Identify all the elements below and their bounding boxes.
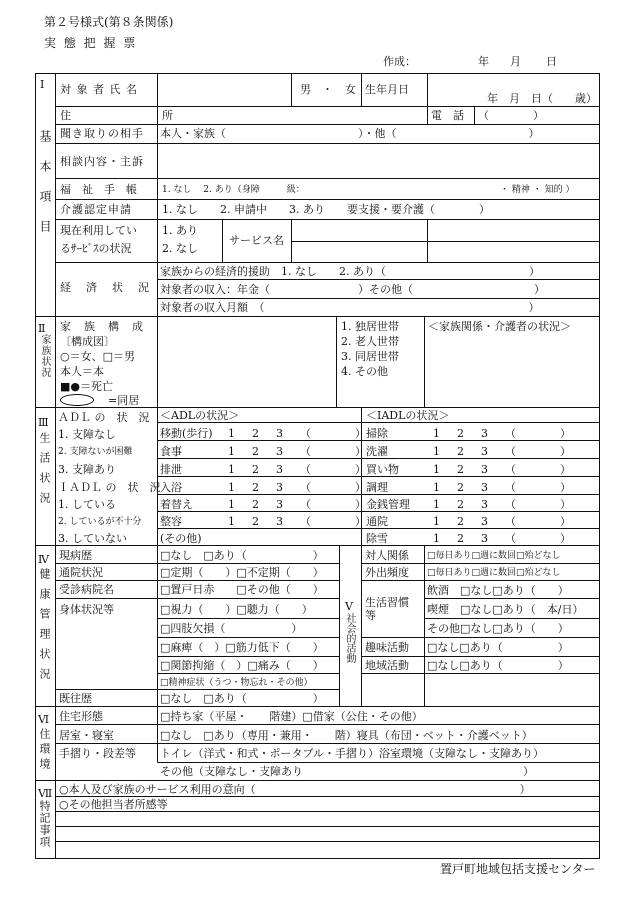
- welfare-value[interactable]: 1. なし 2. あり（身障 級：: [162, 185, 305, 195]
- adl-other[interactable]: (その他): [160, 532, 202, 545]
- created-year: 年: [478, 55, 489, 68]
- section-4-num: Ⅳ: [38, 553, 49, 566]
- hobby-label: 趣味活動: [365, 641, 409, 654]
- adl-item: 整容: [160, 515, 182, 528]
- body-options-1[interactable]: □視力（ ）□聴力（ ）: [160, 603, 313, 616]
- sex-female[interactable]: 女: [345, 83, 356, 96]
- section-4-name: 健康管理状況: [38, 568, 51, 688]
- hospital-label: 受診病院名: [59, 583, 114, 596]
- created-month: 月: [510, 55, 521, 68]
- relations-label: 対人関係: [365, 549, 409, 562]
- adl-item: 着替え: [160, 498, 193, 511]
- iadl-scale[interactable]: 1 2 3: [433, 481, 491, 494]
- household-4[interactable]: 4. その他: [341, 365, 388, 378]
- adl-note[interactable]: （ ）: [300, 498, 366, 511]
- section-3-num: Ⅲ: [38, 416, 49, 429]
- adl-scale[interactable]: 1 2 3: [228, 498, 286, 511]
- housing-other-options[interactable]: その他（支障なし・支障あり ）: [160, 765, 534, 778]
- cohabit-ellipse-icon: [60, 394, 94, 406]
- service-opt-yes[interactable]: 1. あり: [162, 224, 198, 237]
- body-options-2[interactable]: □四肢欠損（ ）: [160, 622, 303, 635]
- section-3-name: 生活状況: [38, 432, 51, 512]
- address-label: 住 所: [60, 109, 179, 122]
- room-options[interactable]: □なし □あり（専用・兼用・ 階）寝具（布団・ベット・介護ベット）: [160, 729, 533, 742]
- section-6-name: 住環境: [38, 728, 51, 773]
- adl-note[interactable]: （ ）: [300, 463, 366, 476]
- service-label-2: るｻｰﾋﾞｽの状況: [60, 242, 132, 255]
- body-options-4[interactable]: □関節拘縮（ ）□痛み（ ）: [160, 659, 324, 672]
- community-label: 地域活動: [365, 659, 409, 672]
- interviewee-label: 聞き取りの相手: [60, 127, 144, 140]
- created-day: 日: [546, 55, 557, 68]
- economy-label: 経 済 状 況: [60, 281, 151, 294]
- adl-note[interactable]: （ ）: [300, 445, 366, 458]
- family-label: 家 族 構 成: [60, 320, 144, 333]
- adl-scale[interactable]: 1 2 3: [228, 463, 286, 476]
- iadl-scale[interactable]: 1 2 3: [433, 515, 491, 528]
- welfare-value-2[interactable]: ・ 精神 ・ 知的 ）: [500, 185, 575, 195]
- iadl-note[interactable]: （ ）: [505, 532, 571, 545]
- section-5-name: 社会的活動: [344, 613, 355, 663]
- created-label: 作成：: [383, 55, 416, 68]
- visit-label: 通院状況: [59, 566, 103, 579]
- family-legend-3: ■●＝死亡: [60, 380, 113, 393]
- adl-item: 食事: [160, 445, 182, 458]
- adl-item: 入浴: [160, 481, 182, 494]
- adl-note[interactable]: （ ）: [300, 481, 366, 494]
- visit-options[interactable]: □定期（ ）□不定期（ ）: [160, 566, 324, 579]
- body-options-3[interactable]: □麻痺（ ）□筋力低下（ ）: [160, 641, 324, 654]
- dob-value[interactable]: 年 月 日（ 歳）: [487, 92, 597, 105]
- iadl-note[interactable]: （ ）: [505, 463, 571, 476]
- past-options[interactable]: □なし □あり（ ）: [160, 692, 324, 705]
- service-opt-no[interactable]: 2. なし: [162, 242, 198, 255]
- welfare-label: 福 祉 手 帳: [60, 183, 137, 196]
- iadl-note[interactable]: （ ）: [505, 445, 571, 458]
- name-label: 対 象 者 氏 名: [60, 83, 138, 96]
- section-7-num: Ⅶ: [38, 787, 53, 800]
- adl-opt-3[interactable]: 3. 支障あり: [58, 463, 116, 476]
- drink-options[interactable]: 飲酒 □なし□あり（ ）: [427, 584, 569, 597]
- housing-type-options[interactable]: □持ち家（平屋・ 階建）□借家（公住・その他）: [160, 710, 423, 723]
- iadl-opt-3[interactable]: 3. していない: [58, 532, 127, 545]
- address-field[interactable]: [160, 108, 424, 123]
- service-intent[interactable]: ○本人及び家族のサービス利用の意向（ ）: [59, 783, 531, 796]
- iadl-scale[interactable]: 1 2 3: [433, 498, 491, 511]
- adl-item: 排泄: [160, 463, 182, 476]
- family-legend-2: 本人＝本: [60, 365, 104, 378]
- housing-type-label: 住宅形態: [59, 710, 103, 723]
- iadl-item: 除雪: [366, 532, 388, 545]
- consult-field[interactable]: [160, 146, 596, 176]
- adl-scale[interactable]: 1 2 3: [228, 427, 286, 440]
- adl-label: ＡＤＬ の 状 況: [58, 411, 150, 424]
- adl-note[interactable]: （ ）: [300, 427, 366, 440]
- hobby-options[interactable]: □なし□あり（ ）: [427, 641, 569, 654]
- iadl-scale[interactable]: 1 2 3: [433, 463, 491, 476]
- adl-item: 移動(歩行): [160, 427, 213, 440]
- iadl-item: 通院: [366, 515, 388, 528]
- section-1-num: Ⅰ: [40, 78, 45, 91]
- form-number: 第２号様式(第８条関係): [44, 15, 174, 29]
- footer-org: 置戸町地域包括支援センター: [440, 862, 596, 876]
- adl-scale[interactable]: 1 2 3: [228, 481, 286, 494]
- community-options[interactable]: □なし□あり（ ）: [427, 659, 569, 672]
- family-legend-4: =同居: [108, 394, 140, 407]
- other-habit-options[interactable]: その他□なし□あり（ ）: [427, 622, 569, 635]
- household-3[interactable]: 3. 同居世帯: [341, 350, 399, 363]
- service-label-1: 現在利用してい: [60, 224, 137, 237]
- iadl-scale[interactable]: 1 2 3: [433, 445, 491, 458]
- iadl-note[interactable]: （ ）: [505, 427, 571, 440]
- stairs-label: 手摺り・段差等: [59, 747, 136, 760]
- family-support[interactable]: 家族からの経済的援助 1. なし 2. あり（ ）: [160, 265, 540, 278]
- outing-options[interactable]: □毎日あり□週に数回□殆どなし: [427, 568, 561, 578]
- family-fig-label: 〔構成図〕: [60, 335, 115, 348]
- room-label: 居室・寝室: [59, 729, 114, 742]
- section-7-name: 特記事項: [38, 800, 51, 848]
- care-value[interactable]: 1. なし 2. 申請中 3. あり 要支援・要介護（ ）: [162, 203, 490, 216]
- adl-note[interactable]: （ ）: [300, 515, 366, 528]
- iadl-item: 調理: [366, 481, 388, 494]
- phone-value[interactable]: （ ）: [478, 109, 544, 122]
- past-label: 既往歴: [59, 692, 92, 705]
- section-5-num: Ⅴ: [345, 600, 353, 613]
- iadl-scale[interactable]: 1 2 3: [433, 532, 491, 545]
- body-label: 身体状況等: [59, 603, 114, 616]
- interviewee-value[interactable]: 本人・家族（ ）・他（ ）: [160, 127, 540, 140]
- adl-scale[interactable]: 1 2 3: [228, 515, 286, 528]
- relations-options[interactable]: □毎日あり□週に数回□殆どなし: [427, 551, 561, 561]
- hospital-options[interactable]: □置戸日赤 □その他（ ）: [160, 583, 324, 596]
- consult-label: 相談内容・主訴: [60, 155, 144, 168]
- iadl-opt-1[interactable]: 1. している: [58, 498, 116, 511]
- body-options-5[interactable]: □精神症状（うつ・物忘れ・その他）: [160, 678, 313, 688]
- household-1[interactable]: 1. 独居世帯: [341, 320, 399, 333]
- service-name-label: サービス名: [229, 234, 284, 247]
- section-6-num: Ⅵ: [38, 713, 50, 726]
- stairs-options[interactable]: トイレ（洋式・和式・ポータブル・手摺り）浴室環境（支障なし・支障あり）: [160, 747, 545, 760]
- iadl-opt-2[interactable]: 2. しているが不十分: [58, 517, 142, 527]
- section-2-name: 家族状況: [39, 334, 50, 378]
- iadl-label: ＩＡＤＬ の 状 況: [58, 481, 161, 494]
- monthly-income[interactable]: 対象者の収入月額 （ ）: [160, 301, 540, 314]
- section-1-name: 基本項目: [38, 130, 52, 250]
- iadl-item: 洗濯: [366, 445, 388, 458]
- iadl-note[interactable]: （ ）: [505, 515, 571, 528]
- iadl-scale[interactable]: 1 2 3: [433, 427, 491, 440]
- phone-label: 電 話: [431, 109, 464, 122]
- iadl-note[interactable]: （ ）: [505, 498, 571, 511]
- household-2[interactable]: 2. 老人世帯: [341, 335, 399, 348]
- form-title: 実 態 把 握 票: [44, 36, 138, 50]
- sex-separator: ・: [322, 83, 333, 96]
- iadl-head: ＜IADLの状況＞: [366, 409, 450, 422]
- smoke-options[interactable]: 喫煙 □なし□あり（ 本/日）: [427, 603, 584, 616]
- iadl-item: 掃除: [366, 427, 388, 440]
- adl-scale[interactable]: 1 2 3: [228, 445, 286, 458]
- section-2-num: Ⅱ: [38, 322, 46, 335]
- sex-male[interactable]: 男: [300, 83, 311, 96]
- adl-head: ＜ADLの状況＞: [160, 409, 240, 422]
- iadl-note[interactable]: （ ）: [505, 481, 571, 494]
- income[interactable]: 対象者の収入：年金（ ）その他（ ）: [160, 283, 545, 296]
- adl-opt-2[interactable]: 2. 支障ないが困難: [58, 447, 133, 457]
- name-field[interactable]: [160, 78, 288, 104]
- history-label: 現病歴: [59, 549, 92, 562]
- family-relations-label: ＜家族関係・介護者の状況＞: [428, 320, 571, 333]
- adl-opt-1[interactable]: 1. 支障なし: [58, 428, 116, 441]
- care-label: 介護認定申請: [60, 203, 132, 216]
- iadl-item: 金銭管理: [366, 498, 410, 511]
- history-options[interactable]: □なし □あり（ ）: [160, 549, 324, 562]
- staff-opinion[interactable]: ○その他担当者所感等: [59, 798, 168, 811]
- iadl-item: 買い物: [366, 463, 399, 476]
- family-legend-1: ○＝女、□＝男: [60, 350, 135, 363]
- habits-label: 生活習慣等: [365, 596, 409, 622]
- outing-label: 外出頻度: [365, 566, 409, 579]
- dob-label: 生年月日: [365, 83, 409, 96]
